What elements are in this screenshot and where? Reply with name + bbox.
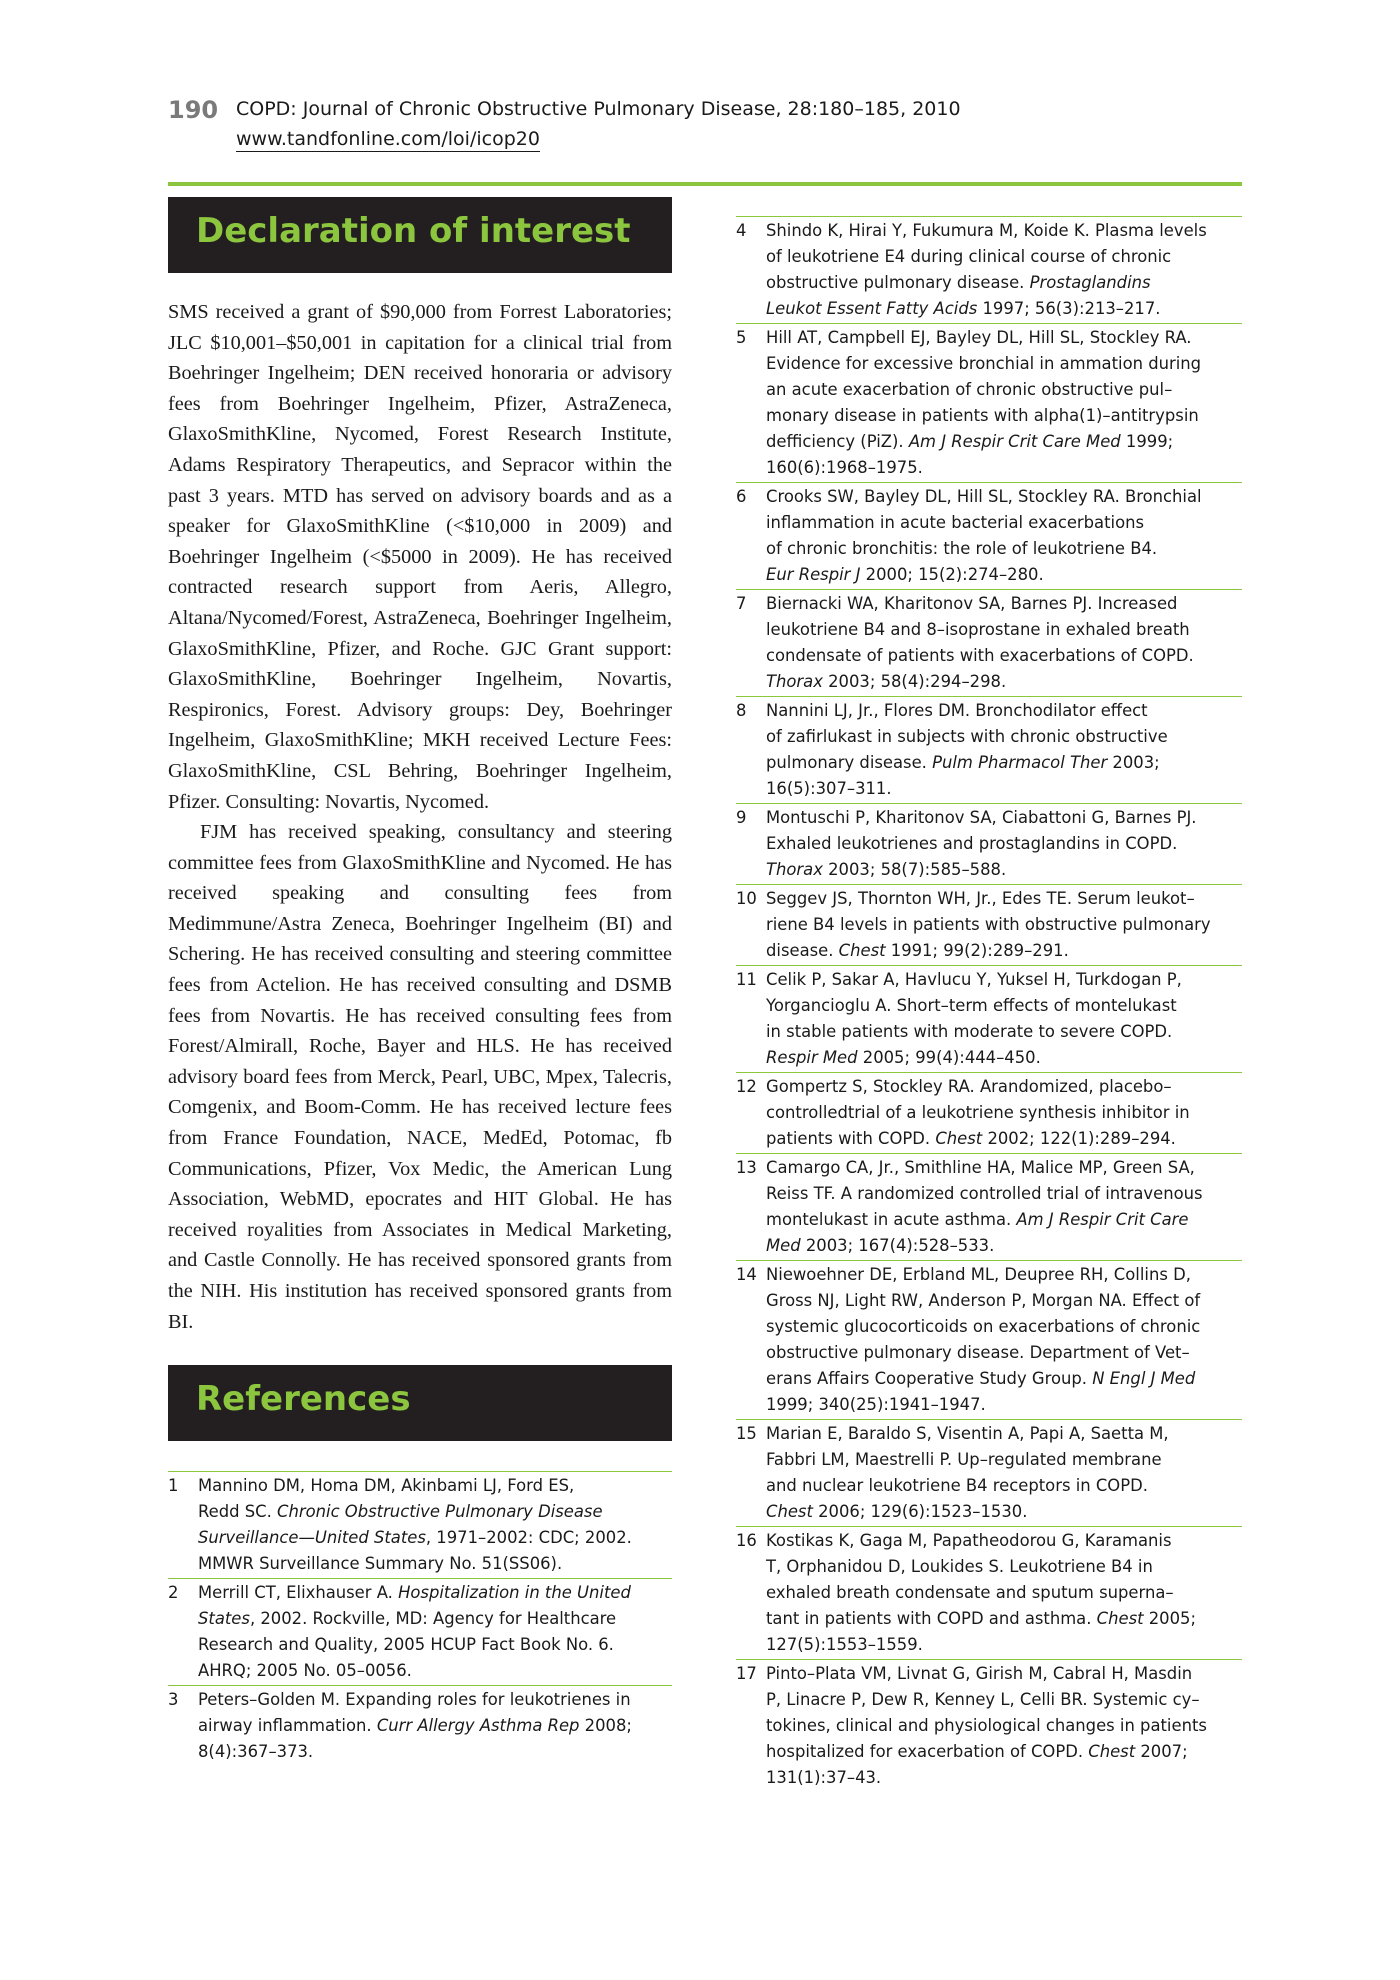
reference-text: Fabbri LM, Maestrelli P. Up–regulated membrane xyxy=(766,1450,1162,1469)
reference-line xyxy=(766,617,1242,643)
reference-text: Reiss TF. A randomized controlled trial of intravenous xyxy=(766,1184,1203,1203)
reference-text: Redd SC. xyxy=(198,1502,278,1522)
reference-text: montelukast in acute asthma. xyxy=(766,1210,1017,1229)
reference-line xyxy=(766,698,1242,724)
header-rule xyxy=(168,182,1242,186)
reference-source-italic: Respir Med xyxy=(766,1048,858,1067)
left-column xyxy=(168,197,672,1766)
reference-text: Gross NJ, Light RW, Anderson P, Morgan NA. Effect of xyxy=(766,1291,1201,1310)
reference-line xyxy=(766,1100,1242,1126)
reference-text: Celik P, Sakar A, Havlucu Y, Yuksel H, Turkdogan P, xyxy=(766,970,1182,989)
reference-text: Hill AT, Campbell EJ, Bayley DL, Hill SL, Stockley RA. xyxy=(766,328,1192,347)
reference-line xyxy=(766,591,1242,617)
reference-number: 9 xyxy=(736,808,747,827)
reference-line xyxy=(198,1499,672,1525)
reference-text: hospitalized for exacerbation of COPD. xyxy=(766,1742,1089,1761)
reference-source-italic: Thorax xyxy=(766,672,823,691)
reference-line xyxy=(198,1632,672,1658)
reference-text: controlledtrial of a leukotriene synthesis inhibitor in xyxy=(766,1103,1190,1122)
reference-number: 12 xyxy=(736,1077,757,1096)
reference-text: Niewoehner DE, Erbland ML, Deupree RH, Collins D, xyxy=(766,1265,1191,1284)
reference-line xyxy=(766,1207,1242,1233)
reference-number: 2 xyxy=(168,1583,179,1603)
reference-text: monary disease in patients with alpha(1)–antitrypsin xyxy=(766,406,1199,425)
reference-item xyxy=(736,216,1242,323)
reference-line xyxy=(198,1580,672,1606)
reference-text: Camargo CA, Jr., Smithline HA, Malice MP, Green SA, xyxy=(766,1158,1195,1177)
reference-number: 4 xyxy=(736,221,747,240)
reference-line xyxy=(766,1447,1242,1473)
reference-line xyxy=(766,484,1242,510)
reference-line xyxy=(766,1233,1242,1259)
reference-text: MMWR Surveillance Summary No. 51(SS06). xyxy=(198,1554,563,1574)
reference-number: 1 xyxy=(168,1476,179,1496)
reference-number: 15 xyxy=(736,1424,757,1443)
reference-source-italic: Hospitalization in the United xyxy=(398,1583,631,1603)
reference-line xyxy=(766,1687,1242,1713)
reference-line xyxy=(766,1661,1242,1687)
references-heading: References xyxy=(196,1379,411,1420)
reference-line xyxy=(198,1606,672,1632)
reference-text: pulmonary disease. xyxy=(766,753,933,772)
reference-line xyxy=(766,886,1242,912)
reference-line xyxy=(766,325,1242,351)
reference-text: obstructive pulmonary disease. Department of Vet– xyxy=(766,1343,1190,1362)
reference-text: Crooks SW, Bayley DL, Hill SL, Stockley RA. Bronchial xyxy=(766,487,1202,506)
reference-text: patients with COPD. xyxy=(766,1129,936,1148)
reference-line xyxy=(766,1713,1242,1739)
reference-text: 2002; 122(1):289–294. xyxy=(982,1129,1176,1148)
reference-item xyxy=(736,589,1242,696)
reference-item xyxy=(736,482,1242,589)
reference-line xyxy=(198,1713,672,1739)
reference-line xyxy=(766,1262,1242,1288)
reference-number: 13 xyxy=(736,1158,757,1177)
reference-line xyxy=(766,1074,1242,1100)
reference-text: Shindo K, Hirai Y, Fukumura M, Koide K. Plasma levels xyxy=(766,221,1207,240)
reference-text: systemic glucocorticoids on exacerbations of chronic xyxy=(766,1317,1201,1336)
reference-text: inflammation in acute bacterial exacerbations xyxy=(766,513,1145,532)
reference-line xyxy=(766,1580,1242,1606)
reference-number: 3 xyxy=(168,1690,179,1710)
reference-text: Kostikas K, Gaga M, Papatheodorou G, Karamanis xyxy=(766,1531,1172,1550)
reference-line xyxy=(766,1288,1242,1314)
reference-line xyxy=(766,536,1242,562)
reference-text: Merrill CT, Elixhauser A. xyxy=(198,1583,399,1603)
reference-line xyxy=(766,218,1242,244)
reference-text: Nannini LJ, Jr., Flores DM. Bronchodilator effect xyxy=(766,701,1148,720)
reference-item xyxy=(736,1260,1242,1419)
reference-text: 131(1):37–43. xyxy=(766,1768,882,1787)
reference-line xyxy=(766,643,1242,669)
reference-text: Yorgancioglu A. Short–term effects of montelukast xyxy=(766,996,1177,1015)
reference-text: of leukotriene E4 during clinical course of chronic xyxy=(766,247,1172,266)
reference-line xyxy=(766,244,1242,270)
reference-text: disease. xyxy=(766,941,839,960)
reference-source-italic: Chest xyxy=(1096,1609,1144,1628)
reference-item xyxy=(736,884,1242,965)
declaration-paragraph-2: FJM has received speaking, consultancy and steering committee fees from GlaxoSmithKline and Nycomed. He has received speaking and consulting fees from Medimmune/Astra Zeneca, Boehringer Ingelheim (BI) and Schering. He has received consulting and steering committee fees from Actelion. He has received consulting and DSMB fees from Novartis. He has received consulting fees from Forest/Almirall, Roche, Bayer and HLS. He has received advisory board fees from Merck, Pearl, UBC, Mpex, Talecris, Comgenix, and Boom-Comm. He has received lecture fees from France Foundation, NACE, MedEd, Potomac, fb Communications, Pfizer, Vox Medic, the American Lung Association, WebMD, epocrates and HIT Global. He has received royalities from Associates in Medical Marketing, and Castle Connolly. He has received sponsored grants from the NIH. His institution has received sponsored grants from BI. xyxy=(168,821,672,1333)
reference-line xyxy=(766,831,1242,857)
declaration-heading-bar xyxy=(168,197,672,273)
reference-source-italic: Chest xyxy=(838,941,886,960)
reference-line xyxy=(766,1314,1242,1340)
references-list-left xyxy=(168,1471,672,1766)
reference-source-italic: Thorax xyxy=(766,860,823,879)
reference-text: 160(6):1968–1975. xyxy=(766,458,923,477)
reference-text: leukotriene B4 and 8–isoprostane in exhaled breath xyxy=(766,620,1190,639)
reference-line xyxy=(766,403,1242,429)
reference-line xyxy=(766,455,1242,481)
reference-text: tokines, clinical and physiological changes in patients xyxy=(766,1716,1207,1735)
reference-line xyxy=(198,1658,672,1684)
reference-text: 1999; xyxy=(1120,432,1174,451)
reference-item xyxy=(736,1153,1242,1260)
reference-line xyxy=(766,1499,1242,1525)
reference-line xyxy=(766,429,1242,455)
reference-text: Exhaled leukotrienes and prostaglandins in COPD. xyxy=(766,834,1178,853)
reference-text: exhaled breath condensate and sputum superna– xyxy=(766,1583,1174,1602)
reference-number: 5 xyxy=(736,328,747,347)
reference-text: 127(5):1553–1559. xyxy=(766,1635,923,1654)
reference-line xyxy=(766,1421,1242,1447)
reference-text: 2007; xyxy=(1135,1742,1188,1761)
reference-source-italic: Chest xyxy=(766,1502,813,1521)
declaration-heading: Declaration of interest xyxy=(196,211,631,251)
reference-text: 16(5):307–311. xyxy=(766,779,892,798)
reference-line xyxy=(198,1687,672,1713)
reference-item xyxy=(736,1659,1242,1792)
reference-text: 2000; 15(2):274–280. xyxy=(860,565,1044,584)
reference-line xyxy=(766,1366,1242,1392)
reference-text: Biernacki WA, Kharitonov SA, Barnes PJ. Increased xyxy=(766,594,1178,613)
reference-text: Montuschi P, Kharitonov SA, Ciabattoni G, Barnes PJ. xyxy=(766,808,1197,827)
right-column xyxy=(736,216,1242,1792)
reference-text: T, Orphanidou D, Loukides S. Leukotriene B4 in xyxy=(766,1557,1153,1576)
reference-line xyxy=(766,669,1242,695)
reference-source-italic: Am J Respir Crit Care Med xyxy=(908,432,1121,451)
reference-source-italic: Curr Allergy Asthma Rep xyxy=(376,1716,580,1736)
reference-number: 10 xyxy=(736,889,757,908)
reference-line xyxy=(766,857,1242,883)
reference-line xyxy=(766,1155,1242,1181)
reference-text: , 1971–2002: CDC; 2002. xyxy=(425,1528,632,1548)
page-number: 190 xyxy=(168,96,219,124)
reference-source-italic: Eur Respir J xyxy=(766,565,861,584)
reference-text: airway inflammation. xyxy=(198,1716,377,1736)
reference-text: Marian E, Baraldo S, Visentin A, Papi A, Saetta M, xyxy=(766,1424,1169,1443)
reference-text: tant in patients with COPD and asthma. xyxy=(766,1609,1097,1628)
reference-text: of zafirlukast in subjects with chronic obstructive xyxy=(766,727,1168,746)
reference-line xyxy=(766,351,1242,377)
reference-number: 16 xyxy=(736,1531,757,1550)
reference-item xyxy=(736,323,1242,482)
reference-text: 2005; xyxy=(1143,1609,1196,1628)
reference-text: 2003; 58(4):294–298. xyxy=(822,672,1007,691)
reference-line xyxy=(766,1765,1242,1791)
reference-text: Research and Quality, 2005 HCUP Fact Book No. 6. xyxy=(198,1635,614,1655)
reference-source-italic: Prostaglandins xyxy=(1029,273,1151,292)
reference-number: 6 xyxy=(736,487,747,506)
reference-item xyxy=(168,1471,672,1578)
reference-source-italic: Med xyxy=(766,1236,801,1255)
reference-source-italic: Leukot Essent Fatty Acids xyxy=(766,299,978,318)
reference-number: 11 xyxy=(736,970,757,989)
reference-text: 2003; 58(7):585–588. xyxy=(822,860,1007,879)
reference-text: Mannino DM, Homa DM, Akinbami LJ, Ford ES, xyxy=(198,1476,575,1496)
reference-text: in stable patients with moderate to severe COPD. xyxy=(766,1022,1173,1041)
journal-url-link[interactable]: www.tandfonline.com/loi/icop20 xyxy=(236,128,540,150)
reference-line xyxy=(766,510,1242,536)
reference-line xyxy=(766,377,1242,403)
reference-text: erans Affairs Cooperative Study Group. xyxy=(766,1369,1093,1388)
reference-line xyxy=(198,1739,672,1765)
reference-source-italic: Chest xyxy=(935,1129,983,1148)
reference-line xyxy=(198,1551,672,1577)
reference-text: AHRQ; 2005 No. 05–0056. xyxy=(198,1661,412,1681)
reference-line xyxy=(766,1019,1242,1045)
reference-source-italic: States xyxy=(198,1609,250,1629)
declaration-paragraph-1: SMS received a grant of $90,000 from Forrest Laboratories; JLC $10,001–$50,001 in capitation for a clinical trial from Boehringer Ingelheim; DEN received honoraria or advisory fees from Boehringer Ingelheim, Pfizer, AstraZeneca, GlaxoSmithKline, Nycomed, Forest Research Institute, Adams Respiratory Therapeutics, and Sepracor within the past 3 years. MTD has served on advisory boards and as a speaker for GlaxoSmithKline (<$10,000 in 2009) and Boehringer Ingelheim (<$5000 in 2009). He has received contracted research support from Aeris, Allegro, Altana/Nycomed/Forest, AstraZeneca, Boehringer Ingelheim, GlaxoSmithKline, Pfizer, and Roche. GJC Grant support: GlaxoSmithKline, Boehringer Ingelheim, Novartis, Respironics, Forest. Advisory groups: Dey, Boehringer Ingelheim, GlaxoSmithKline; MKH received Lecture Fees: GlaxoSmithKline, CSL Behring, Boehringer Ingelheim, Pfizer. Consulting: Novartis, Nycomed. xyxy=(168,301,672,813)
reference-text: condensate of patients with exacerbations of COPD. xyxy=(766,646,1194,665)
reference-line xyxy=(198,1473,672,1499)
reference-number: 7 xyxy=(736,594,747,613)
reference-line xyxy=(766,1045,1242,1071)
reference-item xyxy=(736,1526,1242,1659)
reference-line xyxy=(766,1340,1242,1366)
reference-item xyxy=(168,1578,672,1685)
reference-text: P, Linacre P, Dew R, Kenney L, Celli BR. Systemic cy– xyxy=(766,1690,1200,1709)
reference-line xyxy=(766,938,1242,964)
reference-line xyxy=(766,805,1242,831)
reference-source-italic: N Engl J Med xyxy=(1092,1369,1196,1388)
reference-line xyxy=(766,1554,1242,1580)
reference-text: 1991; 99(2):289–291. xyxy=(885,941,1069,960)
reference-source-italic: Am J Respir Crit Care xyxy=(1016,1210,1189,1229)
reference-text: Gompertz S, Stockley RA. Arandomized, placebo– xyxy=(766,1077,1172,1096)
reference-item xyxy=(736,965,1242,1072)
reference-line xyxy=(766,1392,1242,1418)
reference-text: Peters–Golden M. Expanding roles for leukotrienes in xyxy=(198,1690,631,1710)
reference-line xyxy=(766,1126,1242,1152)
reference-number: 8 xyxy=(736,701,747,720)
reference-item xyxy=(736,803,1242,884)
reference-line xyxy=(766,724,1242,750)
reference-number: 14 xyxy=(736,1265,757,1284)
reference-line xyxy=(766,1181,1242,1207)
reference-line xyxy=(766,1739,1242,1765)
reference-item xyxy=(736,1419,1242,1526)
references-list-right xyxy=(736,216,1242,1792)
reference-text: 2003; xyxy=(1107,753,1160,772)
reference-text: riene B4 levels in patients with obstructive pulmonary xyxy=(766,915,1211,934)
reference-line xyxy=(198,1525,672,1551)
reference-line xyxy=(766,912,1242,938)
reference-text: and nuclear leukotriene B4 receptors in COPD. xyxy=(766,1476,1148,1495)
reference-source-italic: Surveillance—United States xyxy=(198,1528,426,1548)
reference-text: 2005; 99(4):444–450. xyxy=(857,1048,1041,1067)
reference-line xyxy=(766,750,1242,776)
reference-line xyxy=(766,562,1242,588)
reference-text: an acute exacerbation of chronic obstructive pul– xyxy=(766,380,1173,399)
reference-line xyxy=(766,993,1242,1019)
reference-text: 1997; 56(3):213–217. xyxy=(977,299,1161,318)
reference-line xyxy=(766,1632,1242,1658)
reference-text: 1999; 340(25):1941–1947. xyxy=(766,1395,986,1414)
reference-item xyxy=(168,1685,672,1766)
reference-item xyxy=(736,696,1242,803)
reference-text: defficiency (PiZ). xyxy=(766,432,909,451)
reference-line xyxy=(766,776,1242,802)
reference-text: obstructive pulmonary disease. xyxy=(766,273,1030,292)
reference-line xyxy=(766,296,1242,322)
reference-source-italic: Pulm Pharmacol Ther xyxy=(932,753,1108,772)
reference-line xyxy=(766,270,1242,296)
reference-text: Pinto–Plata VM, Livnat G, Girish M, Cabral H, Masdin xyxy=(766,1664,1193,1683)
reference-text: 2006; 129(6):1523–1530. xyxy=(812,1502,1028,1521)
reference-text: 2008; xyxy=(579,1716,632,1736)
reference-text: Seggev JS, Thornton WH, Jr., Edes TE. Serum leukot– xyxy=(766,889,1195,908)
reference-line xyxy=(766,1473,1242,1499)
reference-line xyxy=(766,1528,1242,1554)
reference-source-italic: Chest xyxy=(1088,1742,1136,1761)
reference-text: Evidence for excessive bronchial in ammation during xyxy=(766,354,1202,373)
reference-item xyxy=(736,1072,1242,1153)
reference-line xyxy=(766,1606,1242,1632)
reference-source-italic: Chronic Obstructive Pulmonary Disease xyxy=(277,1502,603,1522)
reference-text: 8(4):367–373. xyxy=(198,1742,314,1762)
reference-number: 17 xyxy=(736,1664,757,1683)
reference-text: , 2002. Rockville, MD: Agency for Healthcare xyxy=(249,1609,617,1629)
reference-line xyxy=(766,967,1242,993)
journal-citation: COPD: Journal of Chronic Obstructive Pulmonary Disease, 28:180–185, 2010 xyxy=(236,98,961,120)
reference-text: of chronic bronchitis: the role of leukotriene B4. xyxy=(766,539,1158,558)
reference-text: 2003; 167(4):528–533. xyxy=(800,1236,995,1255)
references-heading-bar xyxy=(168,1365,672,1441)
